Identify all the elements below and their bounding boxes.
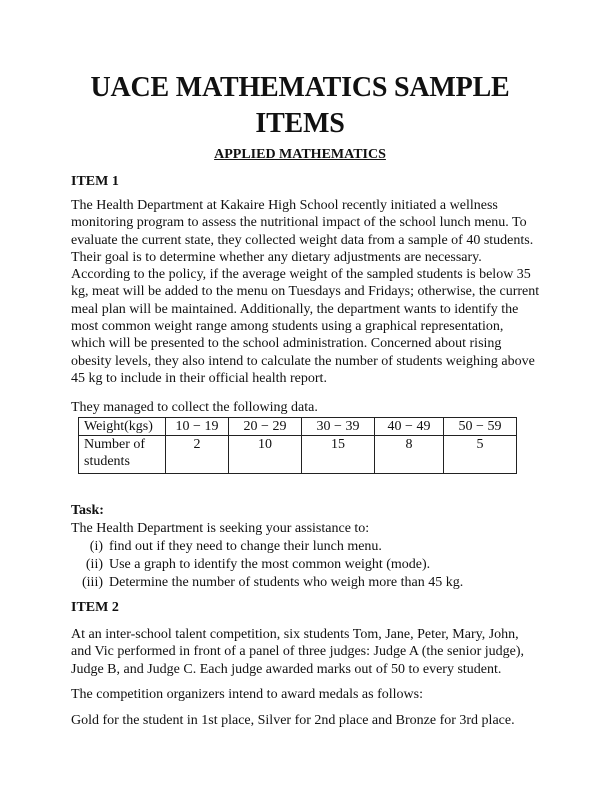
table-header-cell: 30 − 39 — [302, 418, 375, 436]
table-header-cell: 10 − 19 — [166, 418, 229, 436]
item2-heading: ITEM 2 — [71, 600, 119, 615]
list-item-text: Use a graph to identify the most common weight (mode). — [109, 557, 431, 572]
list-item-text: Determine the number of students who weigh more than 45 kg. — [109, 575, 464, 590]
section-subtitle: APPLIED MATHEMATICS — [214, 147, 386, 162]
table-header-cell: Weight(kgs) — [79, 418, 166, 436]
table-intro: They managed to collect the following data. — [71, 400, 318, 415]
list-item-number: (iii) — [82, 575, 103, 590]
table-header-cell: 20 − 29 — [229, 418, 302, 436]
weight-data-table — [78, 417, 517, 474]
table-header-cell: 50 − 59 — [444, 418, 517, 436]
item1-paragraph: The Health Department at Kakaire High School recently initiated a wellness monitoring program to assess the nutritional impact of the school lunch menu. To evaluate the current state, they collected weight data from a sample of 40 students. Their goal is to determine whether any dietary adjustments are necessary. According to the policy, if the average weight of the sampled students is below 35 kg, meat will be added to the menu on Tuesdays and Fridays; otherwise, the current meal plan will be maintained. Additionally, the department wants to identify the most common weight range among students using a graphical representation, which will be presented to the school administration. Concerned about rising obesity levels, they also intend to calculate the number of students weighing above 45 kg to include in their official health report. — [71, 198, 540, 386]
table-cell: 5 — [444, 436, 517, 474]
item2-paragraph: At an inter-school talent competition, six students Tom, Jane, Peter, Mary, John, and Vic performed in front of a panel of three judges: Judge A (the senior judge), Judge B, and Judge C. Each judge awarded marks out of 50 to every student. — [71, 627, 524, 677]
list-item — [71, 538, 463, 556]
item2-paragraph: Gold for the student in 1st place, Silver for 2nd place and Bronze for 3rd place. — [71, 713, 515, 728]
table-cell: 15 — [302, 436, 375, 474]
item1-heading: ITEM 1 — [71, 174, 119, 189]
table-cell: 10 — [229, 436, 302, 474]
task-intro: The Health Department is seeking your assistance to: — [71, 521, 370, 536]
table-cell: 8 — [375, 436, 444, 474]
table-cell: 2 — [166, 436, 229, 474]
list-item — [71, 574, 463, 592]
task-heading: Task: — [71, 503, 104, 518]
task-list — [71, 538, 463, 592]
list-item-number: (i) — [89, 539, 103, 554]
table-row-label: Number of students — [79, 436, 166, 474]
list-item — [71, 556, 463, 574]
table-row — [79, 436, 517, 474]
table-header-row — [79, 418, 517, 436]
item2-paragraph: The competition organizers intend to award medals as follows: — [71, 687, 423, 702]
list-item-number: (ii) — [85, 557, 103, 572]
list-item-text: find out if they need to change their lunch menu. — [109, 539, 382, 554]
page-title: UACE MATHEMATICS SAMPLE ITEMS — [90, 72, 510, 139]
table-header-cell: 40 − 49 — [375, 418, 444, 436]
